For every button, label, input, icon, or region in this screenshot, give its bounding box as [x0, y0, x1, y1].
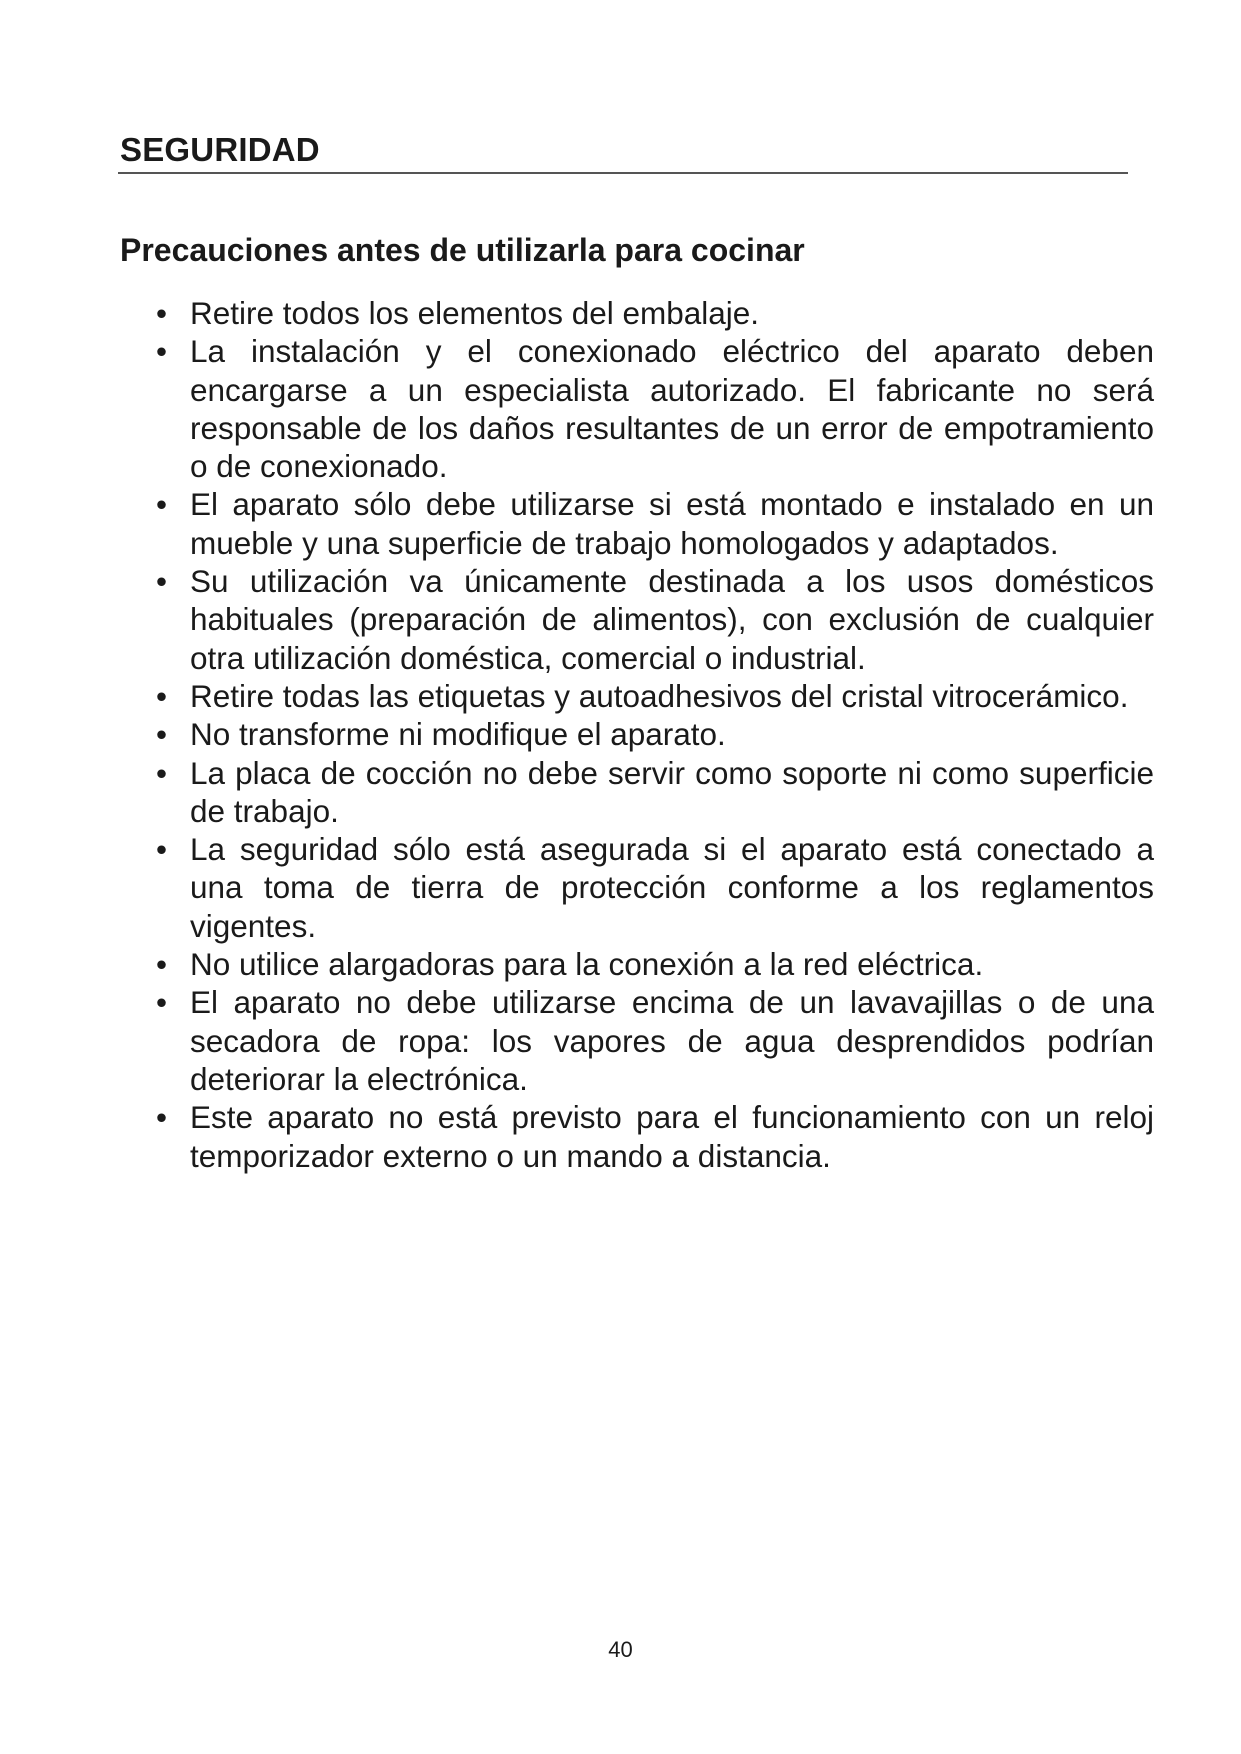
bullet-icon: •: [156, 677, 168, 714]
bullet-icon: •: [156, 946, 168, 983]
list-item-text: Este aparato no está previsto para el funcionamiento con un reloj temporizador externo o un mando a distancia.: [190, 1099, 1154, 1174]
list-item: [150, 1098, 1154, 1175]
list-item: [150, 485, 1154, 562]
page-title: SEGURIDAD: [120, 131, 320, 168]
title-divider: [118, 172, 1128, 174]
list-item: [150, 945, 1154, 983]
list-item-text: La seguridad sólo está asegurada si el aparato está conectado a una toma de tierra de protección conforme a los reglamentos vigentes.: [190, 831, 1154, 944]
bullet-icon: •: [156, 984, 168, 1021]
list-item-text: Retire todos los elementos del embalaje.: [190, 295, 760, 331]
list-item-text: No transforme ni modifique el aparato.: [190, 716, 726, 753]
list-item-text: No utilice alargadoras para la conexión a la red eléctrica.: [190, 946, 984, 983]
list-item: [150, 715, 1154, 753]
bullet-icon: •: [156, 754, 168, 791]
bullet-icon: •: [156, 486, 168, 523]
list-item-text: El aparato no debe utilizarse encima de un lavavajillas o de una secadora de ropa: los vapores de agua desprendidos podrían deteriorar la electrónica.: [190, 984, 1154, 1097]
list-item: [150, 830, 1154, 945]
bullet-icon: •: [156, 1099, 168, 1136]
list-item: [150, 332, 1154, 485]
precautions-list: [150, 294, 1154, 1175]
page-number: 40: [608, 1637, 633, 1662]
list-item-text: La placa de cocción no debe servir como soporte ni como superficie de trabajo.: [190, 754, 1154, 829]
bullet-icon: •: [156, 295, 168, 331]
list-item: [150, 294, 1154, 332]
bullet-icon: •: [156, 716, 168, 753]
section-heading: Precauciones antes de utilizarla para cocinar: [120, 232, 805, 268]
list-item: [150, 677, 1154, 715]
list-item-text: El aparato sólo debe utilizarse si está montado e instalado en un mueble y una superficie de trabajo homologados y adaptados.: [190, 486, 1154, 561]
bullet-icon: •: [156, 831, 168, 868]
bullet-icon: •: [156, 333, 168, 370]
list-item-text: Su utilización va únicamente destinada a los usos domésticos habituales (preparación de alimentos), con exclusión de cualquier otra utilización doméstica, comercial o industrial.: [190, 563, 1154, 676]
list-item-text: Retire todas las etiquetas y autoadhesivos del cristal vitrocerámico.: [190, 677, 1129, 714]
list-item: [150, 754, 1154, 831]
list-item: [150, 562, 1154, 677]
list-item-text: La instalación y el conexionado eléctrico del aparato deben encargarse a un especialista autorizado. El fabricante no será responsable de los daños resultantes de un error de empotramiento o de conexionado.: [190, 333, 1154, 485]
list-item: [150, 983, 1154, 1098]
bullet-icon: •: [156, 563, 168, 600]
